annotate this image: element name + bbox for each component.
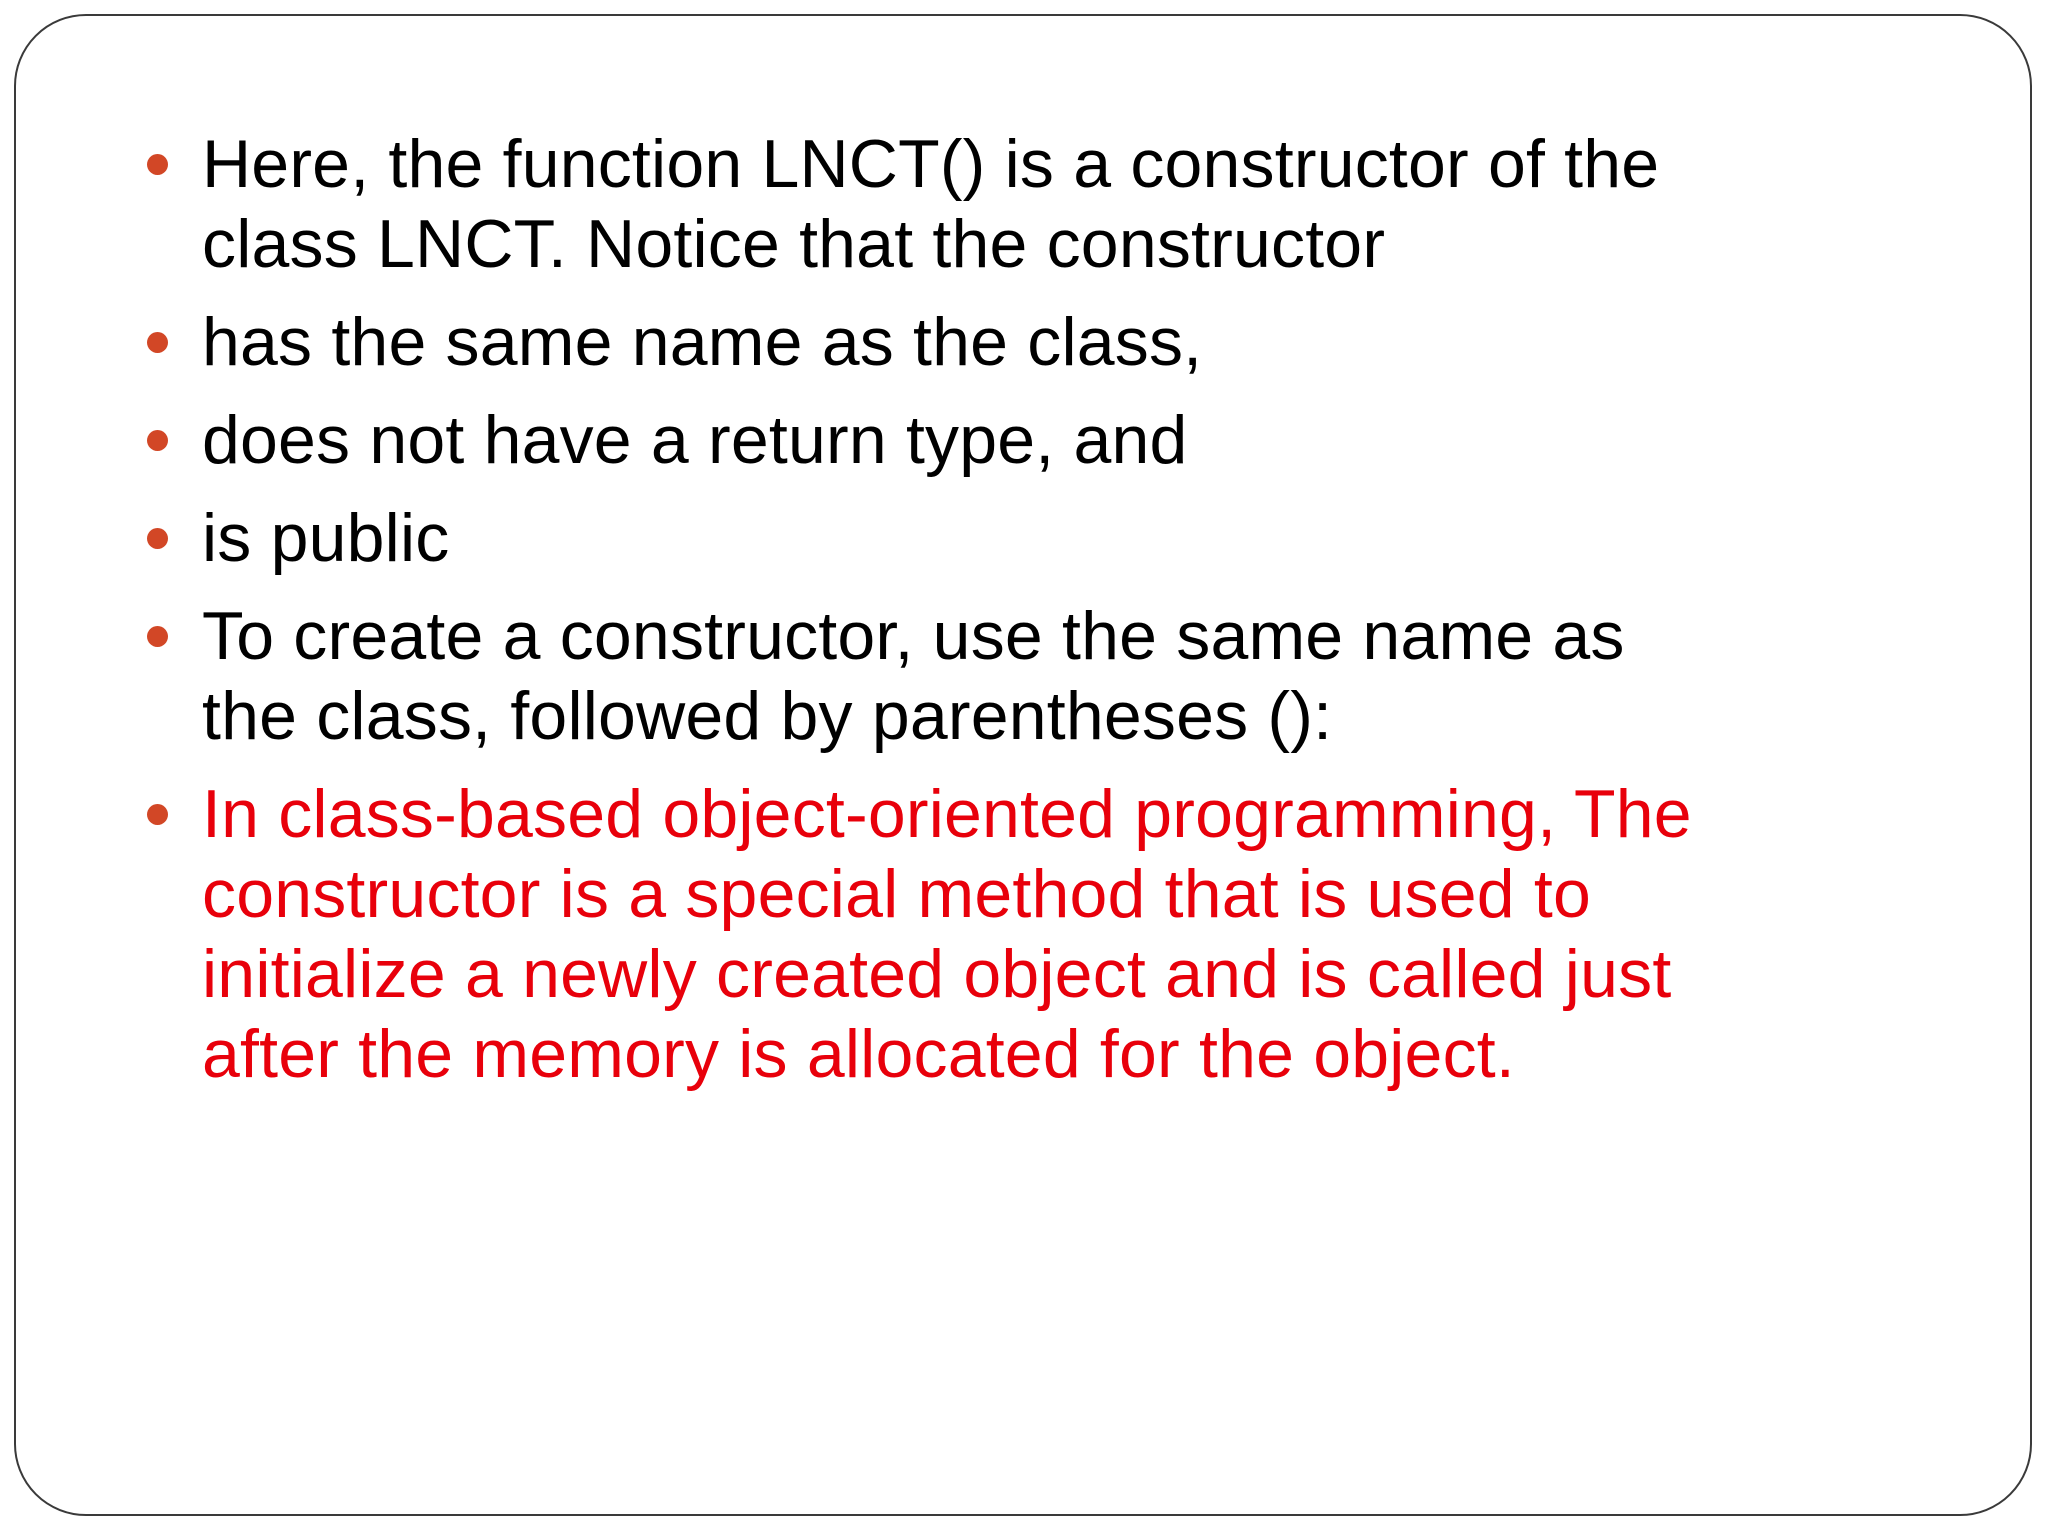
slide	[14, 14, 2032, 1516]
bullet-item	[16, 498, 1982, 578]
bullet-text: To create a constructor, use the same name as the class, followed by parentheses ():	[202, 598, 1625, 754]
bullet-list	[16, 124, 1982, 1112]
bullet-item	[16, 124, 1982, 284]
bullet-dot-icon	[147, 626, 168, 647]
bullet-text: has the same name as the class,	[202, 304, 1203, 380]
bullet-item	[16, 596, 1982, 756]
bullet-text: does not have a return type, and	[202, 402, 1188, 478]
bullet-item	[16, 400, 1982, 480]
bullet-dot-icon	[147, 332, 168, 353]
bullet-dot-icon	[147, 804, 168, 825]
bullet-item	[16, 774, 1982, 1094]
bullet-dot-icon	[147, 154, 168, 175]
bullet-dot-icon	[147, 430, 168, 451]
bullet-text: is public	[202, 500, 450, 576]
bullet-item	[16, 302, 1982, 382]
bullet-text: In class-based object-oriented programming, The constructor is a special method that is used to initialize a newly created object and is called just after the memory is allocated for the object.	[202, 776, 1692, 1092]
bullet-dot-icon	[147, 528, 168, 549]
bullet-text: Here, the function LNCT() is a constructor of the class LNCT. Notice that the constructor	[202, 126, 1660, 282]
